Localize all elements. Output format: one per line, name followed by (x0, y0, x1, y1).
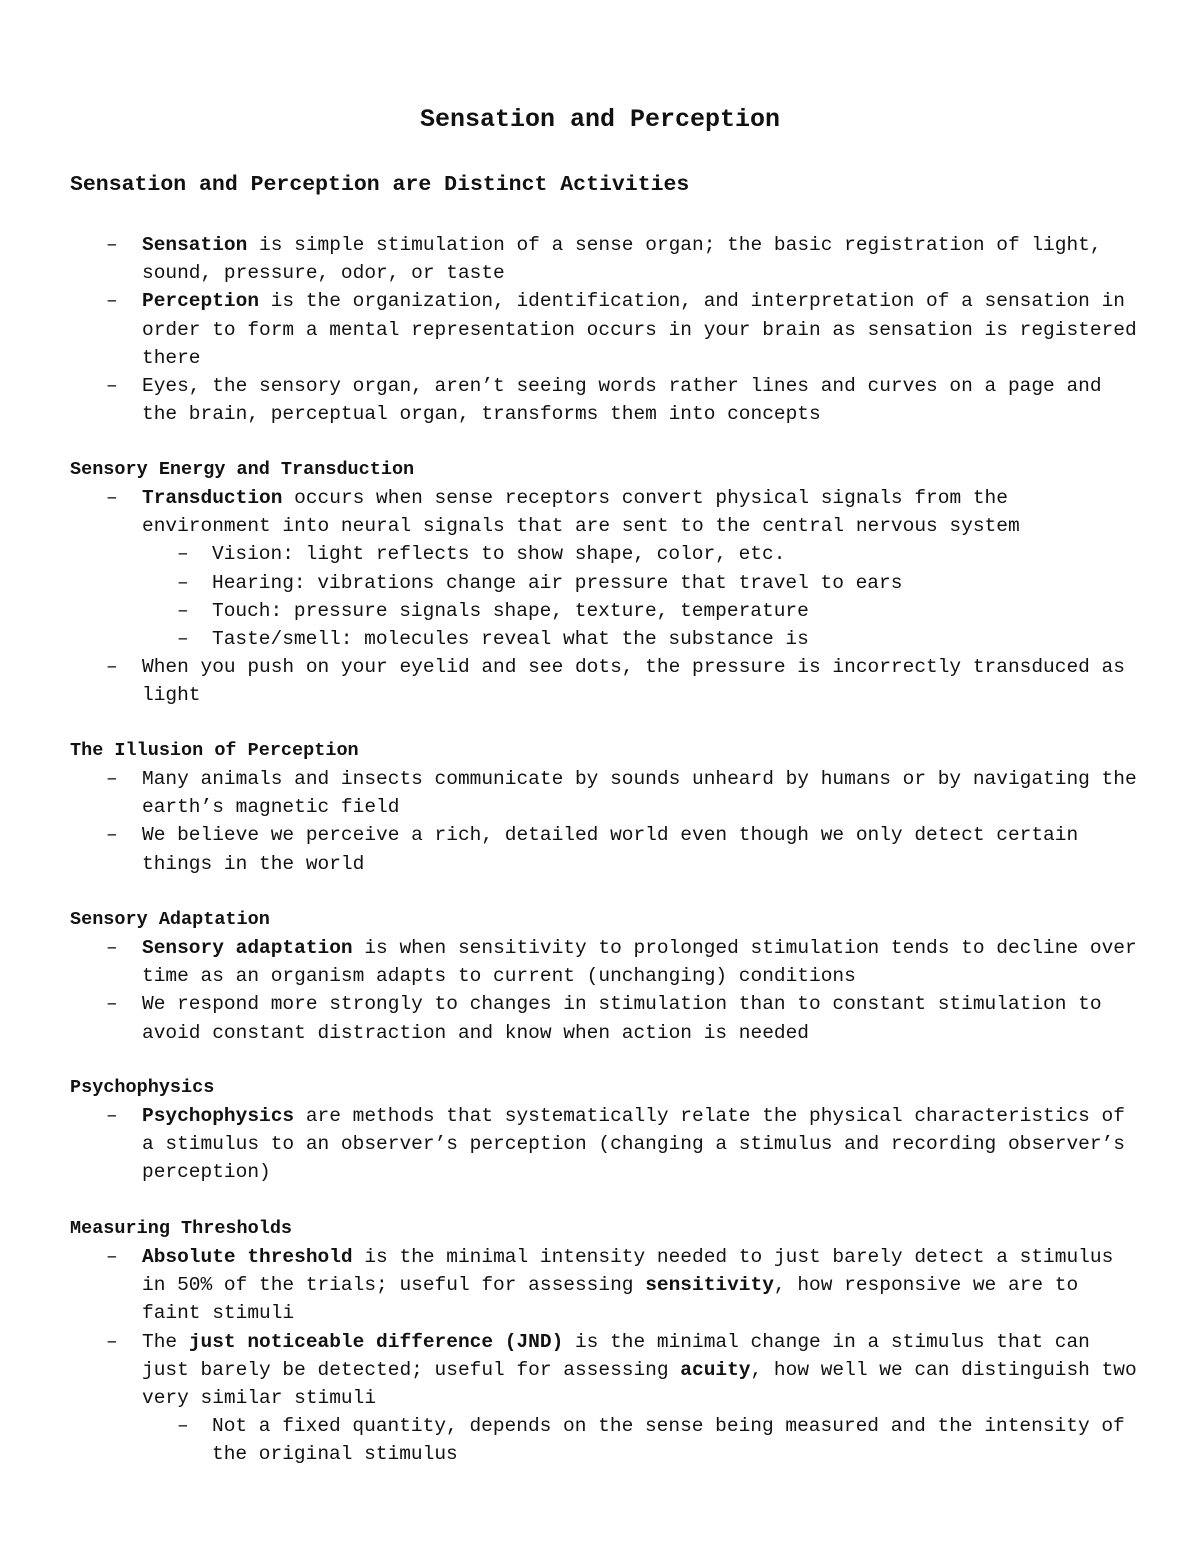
sub-list-item: – Hearing: vibrations change air pressure that travel to ears (0, 569, 1142, 597)
sub-list-item: – Vision: light reflects to show shape, color, etc. (0, 540, 1142, 568)
sub-list-item: – Touch: pressure signals shape, texture, temperature (0, 597, 1142, 625)
list-item: – Sensory adaptation is when sensitivity to prolonged stimulation tends to decline over time as an organism adapts to current (unchanging) conditions (0, 934, 1142, 990)
term-psychophysics: Psychophysics (142, 1105, 295, 1127)
list-item: – Sensation is simple stimulation of a sense organ; the basic registration of light, sound, pressure, odor, or taste (0, 231, 1142, 287)
list-item: – Psychophysics are methods that systematically relate the physical characteristics of a stimulus to an observer’s perception (changing a stimulus and recording observer’s perception) (0, 1102, 1142, 1187)
list-item: – We believe we perceive a rich, detailed world even though we only detect certain things in the world (0, 821, 1142, 877)
document-title: Sensation and Perception (419, 105, 781, 134)
term-jnd: just noticeable difference (JND) (188, 1330, 564, 1353)
list-item: – Transduction occurs when sense receptors convert physical signals from the environment into neural signals that are sent to the central nervous system (0, 484, 1142, 540)
term-transduction: Transduction (142, 487, 283, 509)
sub-list-item: – Taste/smell: molecules reveal what the substance is (0, 625, 1142, 653)
bullet-list-illusion (0, 765, 1142, 878)
term-absolute-threshold: Absolute threshold (142, 1246, 353, 1268)
list-item: – The just noticeable difference (JND) is the minimal change in a stimulus that can just barely be detected; useful for assessing acuity, how well we can distinguish two very similar stimuli (0, 1328, 1142, 1413)
list-item: – Perception is the organization, identification, and interpretation of a sensation in order to form a mental representation occurs in your brain as sensation is registered there (0, 287, 1142, 372)
section-heading-thresholds: Measuring Thresholds (70, 1218, 293, 1239)
term-acuity: acuity (680, 1358, 751, 1381)
sub-list-item: – Not a fixed quantity, depends on the sense being measured and the intensity of the original stimulus (0, 1412, 1142, 1468)
list-item: – Many animals and insects communicate by sounds unheard by humans or by navigating the earth’s magnetic field (0, 765, 1142, 821)
term-perception: Perception (142, 290, 260, 313)
list-item: – We respond more strongly to changes in stimulation than to constant stimulation to avoid constant distraction and know when action is needed (0, 990, 1142, 1046)
list-item: – When you push on your eyelid and see dots, the pressure is incorrectly transduced as light (0, 653, 1142, 709)
bullet-list-transduction (0, 484, 1142, 710)
bullet-list-adaptation (0, 934, 1142, 1047)
section-heading-illusion: The Illusion of Perception (70, 740, 359, 761)
section-heading-adaptation: Sensory Adaptation (70, 909, 270, 930)
bullet-list-thresholds (0, 1243, 1142, 1469)
term-sensitivity: sensitivity (645, 1274, 774, 1297)
section-heading-distinct-activities: Sensation and Perception are Distinct Activities (70, 173, 690, 197)
section-heading-psychophysics: Psychophysics (70, 1077, 215, 1098)
bullet-list-psychophysics (0, 1102, 1142, 1187)
section-heading-transduction: Sensory Energy and Transduction (70, 459, 415, 480)
list-item: – Absolute threshold is the minimal intensity needed to just barely detect a stimulus in 50% of the trials; useful for assessing sensitivity, how responsive we are to faint stimuli (0, 1243, 1142, 1328)
list-item: – Eyes, the sensory organ, aren’t seeing words rather lines and curves on a page and the brain, perceptual organ, transforms them into concepts (0, 372, 1142, 428)
term-sensation: Sensation (142, 234, 248, 256)
term-sensory-adaptation: Sensory adaptation (142, 937, 353, 959)
bullet-list-distinct-activities (0, 231, 1142, 428)
